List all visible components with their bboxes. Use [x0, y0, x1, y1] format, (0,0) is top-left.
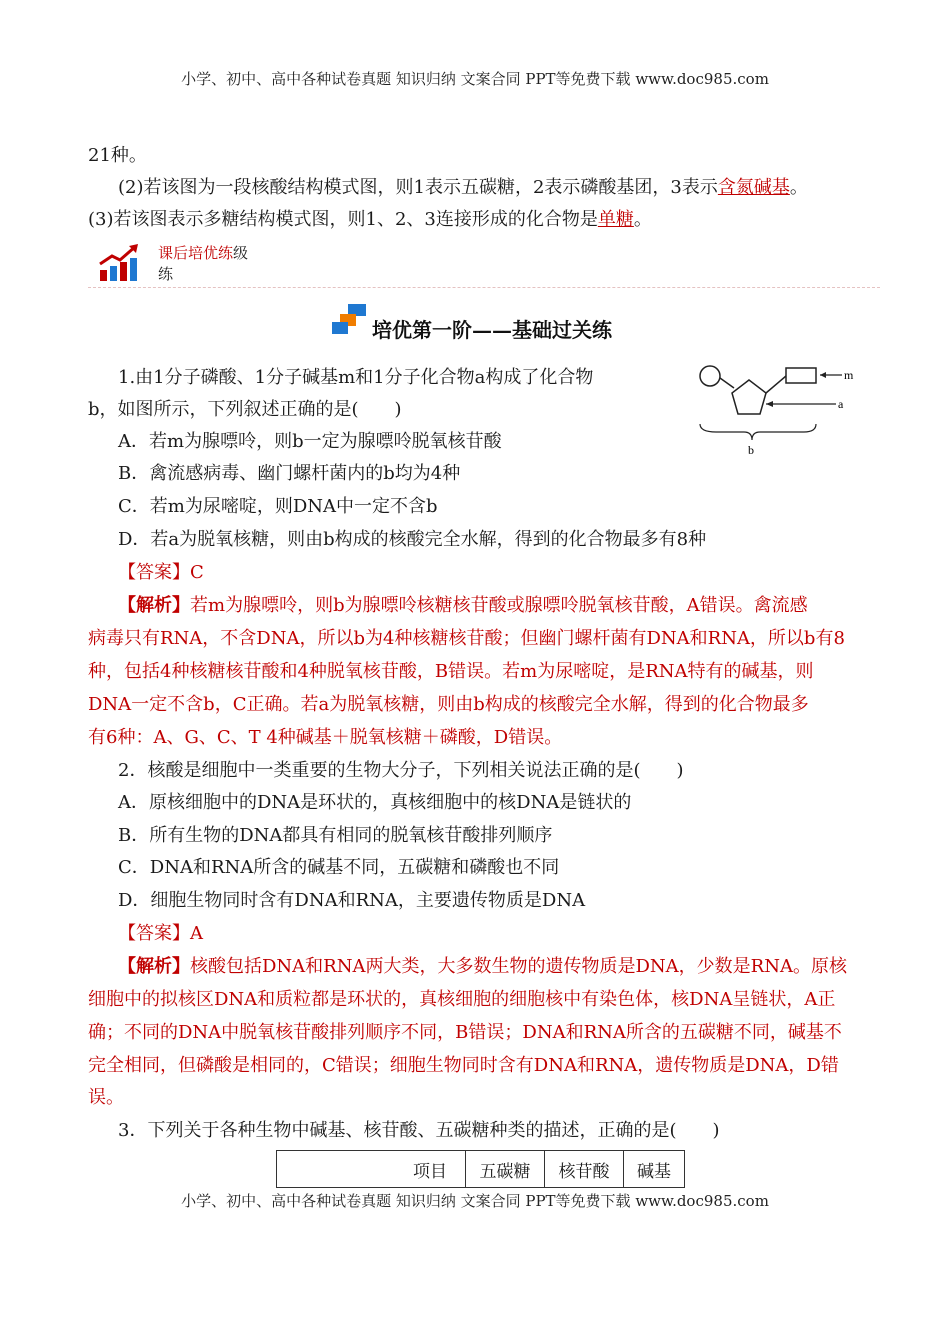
q1-explanation-line4: DNA一定不含b，C正确。若a为脱氧核糖，则由b构成的核酸完全水解，得到的化合物最多 [88, 694, 809, 715]
section-title: 培优第一阶——基础过关练 [372, 318, 612, 342]
brace [700, 424, 816, 440]
q2-option-d: D．细胞生物同时含有DNA和RNA，主要遗传物质是DNA [118, 890, 586, 911]
q2-explanation-line5: 误。 [88, 1087, 124, 1108]
table-header-base: 碱基 [624, 1151, 685, 1188]
intro-line-2-text: (3)若该图表示多糖结构模式图，则1、2、3连接形成的化合物是 [88, 209, 598, 230]
section-divider [88, 287, 880, 288]
q1-explanation-text: 若m为腺嘌呤，则b为腺嘌呤核糖核苷酸或腺嘌呤脱氧核苷酸，A错误。禽流感 [190, 595, 808, 616]
q1-explanation-line5: 有6种：A、G、C、T 4种碱基＋脱氧核糖＋磷酸，D错误。 [88, 727, 563, 748]
q3-table [276, 1150, 685, 1188]
label-a: a [838, 397, 844, 411]
section-label [158, 242, 248, 263]
q2-explanation-line3: 确；不同的DNA中脱氧核苷酸排列顺序不同，B错误；DNA和RNA所含的五碳糖不同，碱基不 [88, 1022, 842, 1043]
label-m: m [844, 368, 854, 382]
intro-line-1 [118, 172, 808, 204]
q2-explanation-label: 【解析】 [118, 956, 190, 977]
phosphate-circle [700, 366, 720, 386]
table-header-nucleotide: 核苷酸 [545, 1151, 624, 1188]
section-label-line2: 练 [158, 265, 174, 283]
q2-explanation-text: 核酸包括DNA和RNA两大类，大多数生物的遗传物质是DNA，少数是RNA。原核 [190, 956, 847, 977]
table-header-item: 项目 [277, 1151, 466, 1188]
base-box [786, 368, 816, 383]
q3-stem: 3．下列关于各种生物中碱基、核苷酸、五碳糖种类的描述，正确的是( ) [118, 1120, 720, 1141]
page-header: 小学、初中、高中各种试卷真题 知识归纳 文案合同 PPT等免费下载 www.doc985.com [181, 70, 769, 88]
section-label-red: 课后培优练 [158, 244, 234, 262]
q1-stem-line2: b，如图所示，下列叙述正确的是( ) [88, 399, 402, 420]
q2-option-a: A．原核细胞中的DNA是环状的，真核细胞中的核DNA是链状的 [118, 792, 632, 813]
intro-line-2 [88, 204, 652, 236]
q2-option-b: B．所有生物的DNA都具有相同的脱氧核苷酸排列顺序 [118, 825, 553, 846]
q2-explanation-line2: 细胞中的拟核区DNA和质粒都是环状的，真核细胞的细胞核中有染色体，核DNA呈链状，A正 [88, 989, 836, 1010]
table-row [277, 1151, 685, 1188]
intro-line-0: 21种。 [88, 145, 147, 166]
q2-explanation-line1 [118, 951, 847, 983]
pentose-pentagon [732, 380, 766, 414]
q1-option-c: C．若m为尿嘧啶，则DNA中一定不含b [118, 496, 438, 517]
q1-explanation-line2: 病毒只有RNA，不含DNA，所以b为4种核糖核苷酸；但幽门螺杆菌有DNA和RNA，所以b有8 [88, 628, 845, 649]
title-block-icon [330, 302, 370, 336]
q1-option-b: B．禽流感病毒、幽门螺杆菌内的b均为4种 [118, 463, 461, 484]
q1-option-a: A．若m为腺嘌呤，则b一定为腺嘌呤脱氧核苷酸 [118, 431, 502, 452]
q1-explanation-line3: 种，包括4种核糖核苷酸和4种脱氧核苷酸，B错误。若m为尿嘧啶，是RNA特有的碱基，则 [88, 661, 814, 682]
nucleotide-diagram [696, 358, 856, 458]
q1-answer: 【答案】C [118, 562, 204, 583]
q2-stem: 2．核酸是细胞中一类重要的生物大分子，下列相关说法正确的是( ) [118, 760, 684, 781]
growth-chart-icon [98, 244, 142, 282]
page-footer: 小学、初中、高中各种试卷真题 知识归纳 文案合同 PPT等免费下载 www.doc985.com [181, 1192, 769, 1210]
q1-option-d: D．若a为脱氧核糖，则由b构成的核酸完全水解，得到的化合物最多有8种 [118, 529, 707, 550]
q1-explanation-line1 [118, 590, 808, 622]
answer-blank-nitrogen-base: 含氮碱基 [717, 177, 790, 198]
answer-blank-monosaccharide: 单糖 [597, 209, 634, 230]
label-b: b [748, 443, 754, 457]
section-label-black: 级 [233, 244, 249, 262]
q1-explanation-label: 【解析】 [118, 595, 190, 616]
q2-option-c: C．DNA和RNA所含的碱基不同，五碳糖和磷酸也不同 [118, 857, 560, 878]
intro-line-2-end: 。 [633, 209, 652, 230]
intro-line-1-text: (2)若该图为一段核酸结构模式图，则1表示五碳糖，2表示磷酸基团，3表示 [118, 177, 718, 198]
intro-line-1-end: 。 [789, 177, 808, 198]
q2-answer: 【答案】A [118, 923, 203, 944]
table-header-pentose: 五碳糖 [466, 1151, 545, 1188]
q1-stem-line1: 1.由1分子磷酸、1分子碱基m和1分子化合物a构成了化合物 [118, 367, 594, 388]
q2-explanation-line4: 完全相同，但磷酸是相同的，C错误；细胞生物同时含有DNA和RNA，遗传物质是DNA，D错 [88, 1055, 839, 1076]
